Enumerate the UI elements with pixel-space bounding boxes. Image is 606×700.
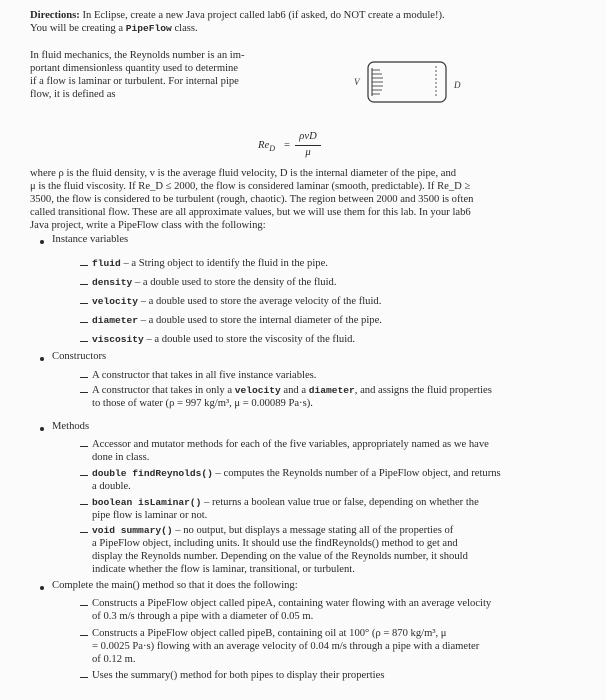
instance-item — [92, 296, 381, 309]
bullet-instance — [40, 240, 44, 244]
method-item-3 — [92, 497, 479, 510]
dash — [80, 677, 88, 678]
method-item-1: Accessor and mutator methods for each of the five variables, appropriately named as we have — [92, 439, 489, 450]
directions-line2-pre: You will be creating a — [30, 23, 126, 34]
dash — [80, 392, 88, 393]
directions-line2 — [30, 23, 198, 36]
constructor-text: A constructor that takes in only a — [92, 385, 235, 396]
constructor-item-1: A constructor that takes in all five instance variables. — [92, 370, 317, 381]
main-item-3: Uses the summary() method for both pipes to display their properties — [92, 670, 385, 681]
instance-item-code: density — [92, 277, 133, 288]
method-item-4 — [92, 525, 453, 538]
figure-d-label: D — [454, 80, 461, 90]
dash — [80, 504, 88, 505]
method-item-2-line2: a double. — [92, 481, 131, 492]
directions-line1 — [30, 10, 445, 23]
intro-line4: flow, it is defined as — [30, 89, 116, 100]
method-text: – computes the Reynolds number of a PipeFlow object, and returns — [212, 468, 501, 479]
equation-lhs-re: Re — [258, 140, 270, 151]
main-item-1-line2: of 0.3 m/s through a pipe with a diameter of 0.05 m. — [92, 611, 314, 622]
constructor-item-2 — [92, 385, 492, 398]
method-code: void summary() — [92, 525, 173, 536]
instance-item-text: – a double used to store the density of the fluid. — [132, 277, 337, 288]
dash — [80, 341, 88, 342]
method-item-4-line3: display the Reynolds number. Depending on the value of the Reynolds number, it should — [92, 551, 468, 562]
bullet-methods — [40, 427, 44, 431]
dash — [80, 322, 88, 323]
directions-class-name: PipeFlow — [125, 23, 172, 34]
method-code: boolean isLaminar() — [92, 497, 202, 508]
pipe-diagram — [340, 58, 470, 108]
where-line4: called transitional flow. These are all approximate values, but we will use them for this lab. In your lab6 — [30, 207, 471, 218]
instance-item-text: – a double used to store the viscosity of the fluid. — [143, 334, 356, 345]
instance-item — [92, 277, 337, 290]
method-item-4-line4: indicate whether the flow is laminar, transitional, or turbulent. — [92, 564, 355, 575]
directions-label: Directions: — [30, 10, 80, 21]
section-constructors-title: Constructors — [52, 351, 107, 362]
dash — [80, 265, 88, 266]
constructor-text: and a — [280, 385, 309, 396]
equation-lhs — [258, 140, 275, 156]
main-item-2-line2: = 0.0025 Pa·s) flowing with an average velocity of 0.04 m/s through a pipe with a diameter — [92, 641, 480, 652]
dash — [80, 532, 88, 533]
equation-denominator: μ — [305, 147, 311, 158]
constructor-item-2-line2: to those of water (ρ = 997 kg/m³, μ = 0.00089 Pa·s). — [92, 398, 313, 409]
instance-item — [92, 315, 382, 328]
dash — [80, 605, 88, 606]
instance-item-text: – a String object to identify the fluid in the pipe. — [120, 258, 328, 269]
section-methods-title: Methods — [52, 421, 90, 432]
bullet-main — [40, 586, 44, 590]
dash — [80, 475, 88, 476]
method-text: – returns a boolean value true or false, depending on whether the — [201, 497, 479, 508]
method-item-1-line2: done in class. — [92, 452, 150, 463]
method-text: – no output, but displays a message stating all of the properties of — [172, 525, 454, 536]
where-line5: Java project, write a PipeFlow class with the following: — [30, 220, 266, 231]
where-line3: 3500, the flow is considered to be turbulent (rough, chaotic). The region between 2000 and 3500 is often — [30, 194, 474, 205]
instance-item-text: – a double used to store the average velocity of the fluid. — [138, 296, 382, 307]
instance-item-code: fluid — [92, 258, 121, 269]
dash — [80, 284, 88, 285]
equation-equals: = — [284, 140, 290, 151]
method-item-3-line2: pipe flow is laminar or not. — [92, 510, 208, 521]
method-item-4-line2: a PipeFlow object, including units. It should use the findReynolds() method to get and — [92, 538, 458, 549]
directions-line2-post: class. — [171, 23, 198, 34]
constructor-code: diameter — [308, 385, 355, 396]
constructor-text: , and assigns the fluid properties — [354, 385, 492, 396]
where-line1: where ρ is the fluid density, v is the average fluid velocity, D is the internal diameter of the pipe, and — [30, 168, 457, 179]
intro-line2: portant dimensionless quantity used to determine — [30, 63, 239, 74]
equation-numerator: ρvD — [299, 131, 317, 142]
section-instance-title: Instance variables — [52, 234, 129, 245]
dash — [80, 635, 88, 636]
instance-item-code: viscosity — [92, 334, 144, 345]
instance-item-code: velocity — [92, 296, 139, 307]
intro-line1: In fluid mechanics, the Reynolds number is an im- — [30, 50, 245, 61]
instance-item — [92, 334, 355, 347]
intro-line3: if a flow is laminar or turbulent. For internal pipe — [30, 76, 239, 87]
instance-item-text: – a double used to store the internal diameter of the pipe. — [138, 315, 382, 326]
method-code: double findReynolds() — [92, 468, 213, 479]
main-item-1: Constructs a PipeFlow object called pipeA, containing water flowing with an average velocity — [92, 598, 492, 609]
method-item-2 — [92, 468, 501, 481]
main-item-2: Constructs a PipeFlow object called pipeB, containing oil at 100° (ρ = 870 kg/m³, μ — [92, 628, 447, 639]
bullet-constructors — [40, 357, 44, 361]
where-line2: μ is the fluid viscosity. If Re_D ≤ 2000, the flow is considered laminar (smooth, predictable). If Re_D ≥ — [30, 181, 471, 192]
figure-v-label: V — [354, 77, 360, 87]
equation-lhs-sub: D — [269, 144, 275, 154]
directions-text: In Eclipse, create a new Java project called lab6 (if asked, do NOT create a module!). — [82, 10, 445, 21]
constructor-code: velocity — [234, 385, 281, 396]
section-main-title: Complete the main() method so that it does the following: — [52, 580, 298, 591]
instance-item-code: diameter — [92, 315, 139, 326]
main-item-2-line3: of 0.12 m. — [92, 654, 136, 665]
dash — [80, 377, 88, 378]
dash — [80, 303, 88, 304]
equation-fraction-bar — [295, 145, 321, 146]
dash — [80, 446, 88, 447]
instance-item — [92, 258, 328, 271]
